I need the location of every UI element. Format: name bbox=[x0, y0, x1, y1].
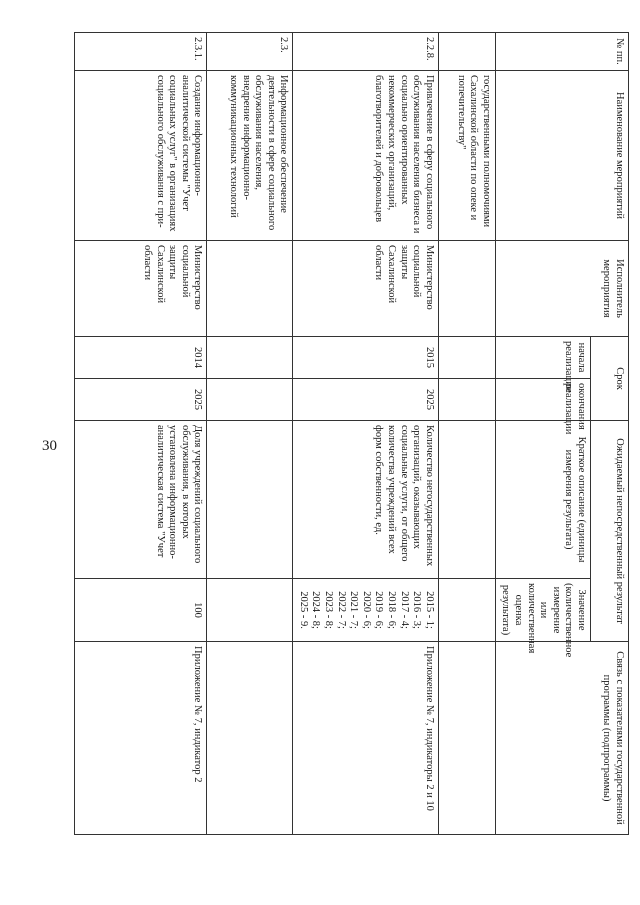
row-value: 100 bbox=[75, 579, 207, 642]
row-num: 2.2.8. bbox=[293, 33, 439, 71]
header-link: Связь с показателями государственной программы (подпрограммы) bbox=[495, 642, 628, 835]
table-row bbox=[207, 33, 293, 835]
row-link: Приложение № 7, индикатор 2 bbox=[75, 642, 207, 835]
row-executor: Министерство социальной защиты Сахалинской области bbox=[293, 241, 439, 337]
row-name: государственными полномочиями Сахалинской области по опеке и попечительству" bbox=[438, 71, 495, 241]
row-num: 2.3.1. bbox=[75, 33, 207, 71]
row-value bbox=[438, 579, 495, 642]
row-desc: Доля учреждений социального обслуживания, в которых установлена информационно-аналитическая система "Учет bbox=[75, 421, 207, 579]
row-link bbox=[207, 642, 293, 835]
row-executor: Министерство социальной защиты Сахалинской области bbox=[75, 241, 207, 337]
header-executor: Исполнитель мероприятия bbox=[495, 241, 628, 337]
row-end: 2025 bbox=[75, 379, 207, 421]
table-row bbox=[75, 33, 207, 835]
header-row-1 bbox=[591, 33, 629, 835]
header-expected: Ожидаемый непосредственный результат bbox=[591, 421, 629, 642]
header-name: Наименование мероприятий bbox=[495, 71, 628, 241]
row-link: Приложение № 7, индикаторы 2 и 10 bbox=[293, 642, 439, 835]
row-name: Создание информационно-аналитической системы "Учет социальных услуг" в организациях социального обслуживания с при- bbox=[75, 71, 207, 241]
row-value: 2015 - 1; 2016 - 3; 2017 - 4; 2018 - 6; 2019 - 6; 2020 - 6; 2021 - 7; 2022 - 7; 2023 - 8; 2024 - 8; 2025 - 9. bbox=[293, 579, 439, 642]
header-term-start: начала реализации bbox=[495, 337, 590, 379]
row-executor bbox=[438, 241, 495, 337]
header-term-end: окончания реализации bbox=[495, 379, 590, 421]
row-num bbox=[438, 33, 495, 71]
header-term: Срок bbox=[591, 337, 629, 421]
header-desc: Краткое описание (единицы измерения результата) bbox=[495, 421, 590, 579]
row-start bbox=[438, 337, 495, 379]
page-number: 30 bbox=[42, 438, 57, 454]
table-row bbox=[293, 33, 439, 835]
row-desc bbox=[207, 421, 293, 579]
row-name: Привлечение в сферу социального обслуживания населения бизнеса и социально ориентированных некоммерческих организаций, благотворителей и добровольцев bbox=[293, 71, 439, 241]
row-desc: Количество негосударственных организаций, оказывающих социальные услуги, от общего количества учреждений всех форм собственности, ед. bbox=[293, 421, 439, 579]
program-activities-table bbox=[74, 32, 629, 835]
row-desc bbox=[438, 421, 495, 579]
row-end bbox=[438, 379, 495, 421]
row-end bbox=[207, 379, 293, 421]
header-num: № пп. bbox=[495, 33, 628, 71]
row-num: 2.3. bbox=[207, 33, 293, 71]
rotated-table-container bbox=[89, 32, 629, 834]
row-end: 2025 bbox=[293, 379, 439, 421]
row-value bbox=[207, 579, 293, 642]
table-row bbox=[438, 33, 495, 835]
row-name: Информационное обеспечение деятельности в сфере социального обслуживания населения, внедрение информационно-коммуникационных технологий bbox=[207, 71, 293, 241]
row-link bbox=[438, 642, 495, 835]
row-start bbox=[207, 337, 293, 379]
header-value: Значение (количественное измерение или количественная оценка результата) bbox=[495, 579, 590, 642]
row-start: 2015 bbox=[293, 337, 439, 379]
row-executor bbox=[207, 241, 293, 337]
row-start: 2014 bbox=[75, 337, 207, 379]
